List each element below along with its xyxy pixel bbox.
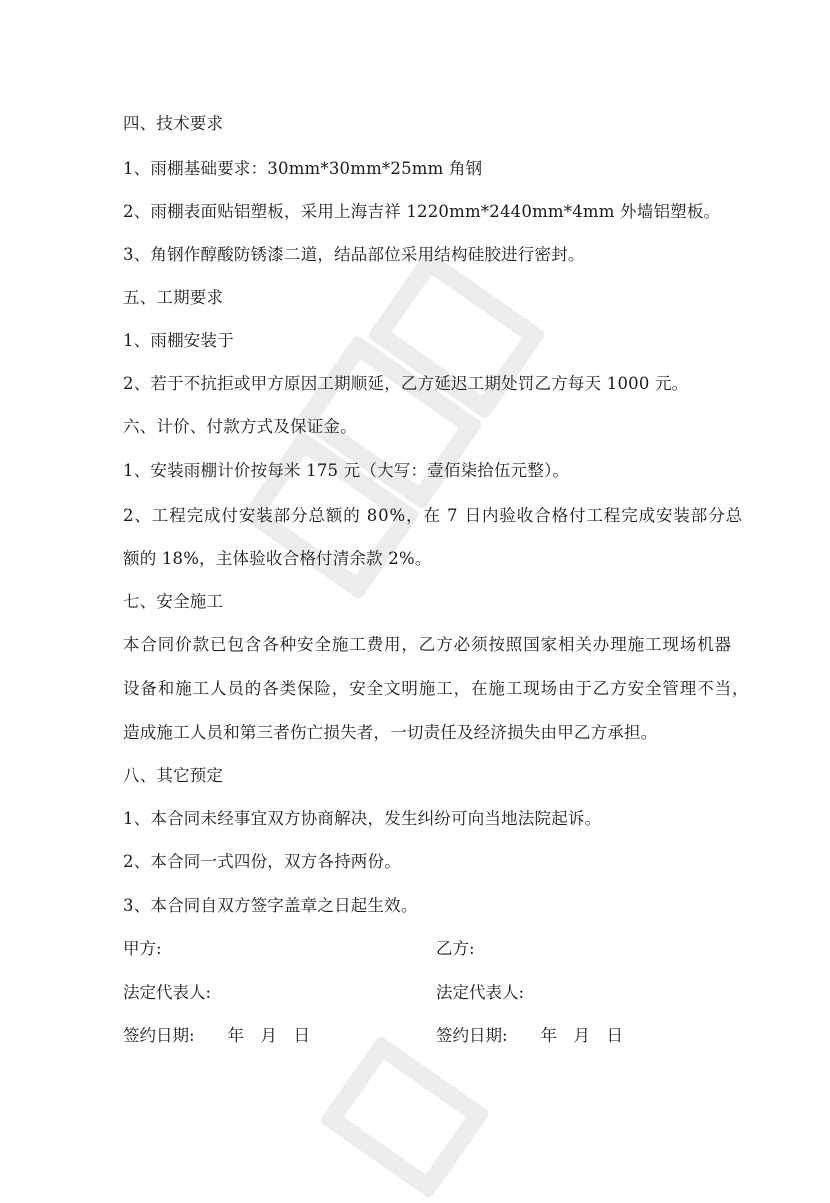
doc-line: 1、安装雨棚计价按每米 175 元（大写：壹佰柒拾伍元整）。 bbox=[123, 461, 570, 480]
party-b-sign-date: 签约日期: 年 月 日 bbox=[436, 1026, 624, 1045]
doc-line: 额的 18%，主体验收合格付清余款 2%。 bbox=[123, 549, 432, 568]
doc-line: 2、雨棚表面贴铝塑板，采用上海吉祥 1220mm*2440mm*4mm 外墙铝塑板。 bbox=[123, 202, 721, 221]
doc-line: 2、若于不抗拒或甲方原因工期顺延，乙方延迟工期处罚乙方每天 1000 元。 bbox=[123, 374, 689, 393]
section-heading-schedule: 五、工期要求 bbox=[123, 288, 224, 307]
party-b-representative: 法定代表人: bbox=[436, 983, 525, 1002]
section-heading-tech: 四、技术要求 bbox=[123, 114, 224, 133]
party-b-label: 乙方: bbox=[436, 939, 475, 958]
doc-line: 1、雨棚基础要求：30mm*30mm*25mm 角钢 bbox=[123, 159, 483, 178]
doc-line: 3、角钢作醇酸防锈漆二道，结品部位采用结构硅胶进行密封。 bbox=[123, 245, 585, 264]
doc-line: 2、工程完成付安装部分总额的 80%，在 7 日内验收合格付工程完成安装部分总 bbox=[123, 506, 744, 525]
doc-line: 2、本合同一式四份，双方各持两份。 bbox=[123, 852, 401, 871]
doc-line: 3、本合同自双方签字盖章之日起生效。 bbox=[123, 896, 418, 915]
section-heading-other: 八、其它预定 bbox=[123, 766, 224, 785]
party-a-sign-date: 签约日期: 年 月 日 bbox=[123, 1026, 311, 1045]
doc-line: 1、本合同未经事宜双方协商解决，发生纠纷可向当地法院起诉。 bbox=[123, 809, 602, 828]
doc-line: 1、雨棚安装于 bbox=[123, 331, 234, 350]
doc-line: 设备和施工人员的各类保险，安全文明施工，在施工现场由于乙方安全管理不当， bbox=[123, 679, 750, 698]
section-heading-payment: 六、计价、付款方式及保证金。 bbox=[123, 417, 357, 436]
doc-line: 本合同价款已包含各种安全施工费用，乙方必须按照国家相关办理施工现场机器 bbox=[123, 635, 732, 654]
party-a-label: 甲方: bbox=[123, 939, 162, 958]
section-heading-safety: 七、安全施工 bbox=[123, 592, 224, 611]
doc-line: 造成施工人员和第三者伤亡损失者，一切责任及经济损失由甲乙方承担。 bbox=[123, 723, 658, 742]
party-a-representative: 法定代表人: bbox=[123, 983, 212, 1002]
